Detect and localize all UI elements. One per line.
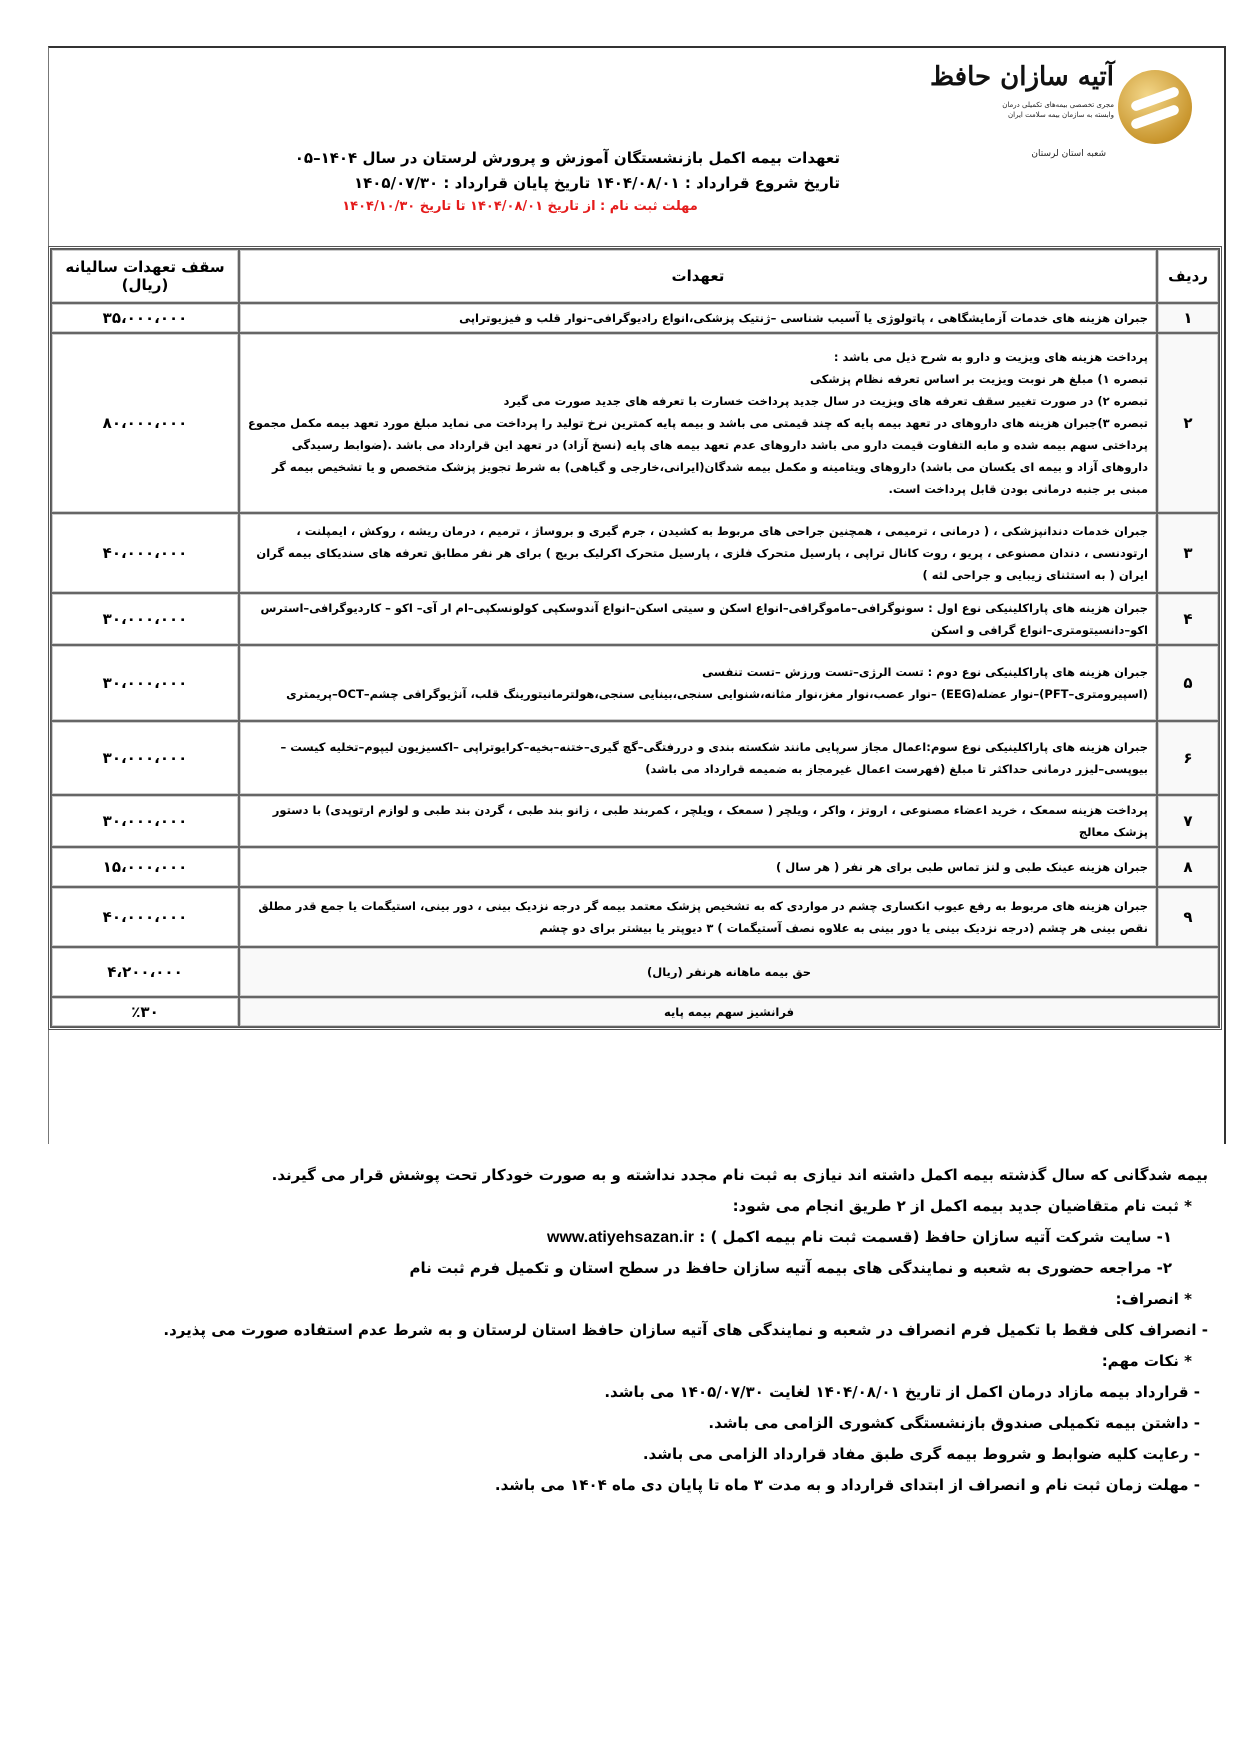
row-amount: ۳۵،۰۰۰،۰۰۰ [51,303,239,333]
description-line: پرداخت هزینه سمعک ، خرید اعضاء مصنوعی ، اروتز ، واکر ، ویلچر ( سمعک ، ویلچر ، کمربند طبی ، زانو بند طبی ، گردن بند طبی و لوازم ارتوپدی) با دستور پزشک معالج [272,803,1148,839]
row-number: ۶ [1157,721,1219,795]
table-header-row [51,249,1219,303]
obligations-table [48,246,1222,1030]
auto-renew-note: بیمه شدگانی که سال گذشته بیمه اکمل داشته اند نیازی به ثبت نام مجدد نداشته و به صورت خودکار تحت پوشش قرار می گیرند. [271,1166,1208,1184]
logo-brand-text: آتیه سازان حافظ [929,62,1114,92]
row-number: ۲ [1157,333,1219,513]
premium-value: ۴،۲۰۰،۰۰۰ [51,947,239,997]
document-header [200,146,840,218]
company-logo [929,56,1198,166]
table-row [51,333,1219,513]
row-description [239,887,1157,947]
table-row [51,887,1219,947]
logo-tagline-2: وابسته به سازمان بیمه سلامت ایران [1008,111,1114,119]
description-line: پرداخت هزینه های ویزیت و دارو به شرح ذیل می باشد : [833,350,1148,364]
registration-method-2: ۲- مراجعه حضوری به شعبه و نمایندگی های بیمه آتیه سازان حافظ در سطح استان و تکمیل فرم ثبت نام [409,1259,1172,1277]
logo-tagline-1: مجری تخصصی بیمه‌های تکمیلی درمان [1002,101,1114,109]
row-number: ۵ [1157,645,1219,721]
row-number: ۷ [1157,795,1219,847]
table-row [51,303,1219,333]
row-description [239,303,1157,333]
important-item: - رعایت کلیه ضوابط و شروط بیمه گری طبق مفاد قرارداد الزامی می باشد. [642,1445,1200,1463]
registration-deadline: مهلت ثبت نام : از تاریخ ۱۴۰۴/۰۸/۰۱ تا تاریخ ۱۴۰۴/۱۰/۳۰ [342,199,698,214]
row-number: ۳ [1157,513,1219,593]
premium-label: حق بیمه ماهانه هرنفر (ریال) [239,947,1219,997]
logo-emblem-icon [1118,70,1192,144]
header-ceiling: سقف تعهدات سالیانه (ریال) [51,249,239,303]
method-1-text: ۱- سایت شرکت آتیه سازان حافظ (قسمت ثبت نام بیمه اکمل ) : [699,1228,1172,1246]
franchise-value: ٪۳۰ [51,997,239,1027]
header-row-number: ردیف [1157,249,1219,303]
description-line: جبران هزینه های پاراکلینیکی نوع دوم : تست الرژی–تست ورزش –تست تنفسی [702,665,1148,679]
row-description [239,795,1157,847]
row-amount: ۳۰،۰۰۰،۰۰۰ [51,645,239,721]
row-description [239,513,1157,593]
important-item: - داشتن بیمه تکمیلی صندوق بازنشستگی کشوری الزامی می باشد. [708,1414,1200,1432]
row-amount: ۸۰،۰۰۰،۰۰۰ [51,333,239,513]
table-row [51,593,1219,645]
row-description [239,721,1157,795]
description-line: جبران هزینه های پاراکلینیکی نوع سوم:اعمال مجاز سرپایی مانند شکسته بندی و دررفتگی–گچ گیری–ختنه–بخیه–کرایوتراپی –اکسیزیون لیپوم–تخلیه کیست –بیوپسی–لیزر درمانی حداکثر تا مبلغ (فهرست اعمال غیرمجاز به ضمیمه قرارداد می باشد) [280,740,1148,776]
notes-section [80,1160,1208,1501]
row-description [239,333,1157,513]
row-amount: ۳۰،۰۰۰،۰۰۰ [51,593,239,645]
row-amount: ۳۰،۰۰۰،۰۰۰ [51,795,239,847]
description-line: جبران هزینه های پاراکلینیکی نوع اول : سونوگرافی–ماموگرافی–انواع اسکن و سیتی اسکن–انواع آندوسکپی کولونسکپی–ام ار آی– اکو – کاردیوگرافی–استرس اکو–دانسیتومتری–انواع گرافی و اسکن [260,601,1148,637]
row-number: ۸ [1157,847,1219,887]
header-obligations: تعهدات [239,249,1157,303]
row-amount: ۱۵،۰۰۰،۰۰۰ [51,847,239,887]
table-row [51,513,1219,593]
table-row [51,795,1219,847]
row-number: ۱ [1157,303,1219,333]
description-line: جبران هزینه عینک طبی و لنز تماس طبی برای هر نفر ( هر سال ) [775,860,1148,874]
document-title: تعهدات بیمه اکمل بازنشستگان آموزش و پرورش لرستان در سال ۱۴۰۴–۰۵ [294,149,840,167]
row-description [239,593,1157,645]
row-description [239,645,1157,721]
description-line: (اسپیرومتری–PFT)–نوار عضله(EEG) –نوار عصب،نوار مغز،نوار مثانه،شنوایی سنجی،بینایی سنجی،هولترمانیتورینگ قلب، آنژیوگرافی چشم–OCT–پریمتری [286,687,1148,701]
cancel-heading: * انصراف: [1115,1290,1192,1308]
logo-tagline [974,100,1114,120]
franchise-label: فرانشیز سهم بیمه پایه [239,997,1219,1027]
table-row [51,847,1219,887]
description-line: تبصره ۲) در صورت تغییر سقف تعرفه های ویزیت در سال جدید پرداخت خسارت با تعرفه های جدید صورت می گیرد [503,394,1148,408]
important-item: - قرارداد بیمه مازاد درمان اکمل از تاریخ ۱۴۰۴/۰۸/۰۱ لغایت ۱۴۰۵/۰۷/۳۰ می باشد. [604,1383,1200,1401]
row-description [239,847,1157,887]
important-item: - مهلت زمان ثبت نام و انصراف از ابتدای قرارداد و به مدت ۳ ماه تا پایان دی ماه ۱۴۰۴ می باشد. [494,1476,1200,1494]
cancel-text: - انصراف کلی فقط با تکمیل فرم انصراف در شعبه و نمایندگی های آتیه سازان حافظ استان لرستان و به شرط عدم استفاده صورت می پذیرد. [163,1321,1208,1339]
website-link[interactable]: www.atiyehsazan.ir [547,1229,695,1246]
row-amount: ۴۰،۰۰۰،۰۰۰ [51,513,239,593]
description-line: جبران خدمات دندانپزشکی ، ( درمانی ، ترمیمی ، همچنین جراحی های مربوط به کشیدن ، جرم گیری و بروساژ ، ترمیم ، درمان ریشه ، روکش ، ایمپلنت ، ارتودنسی ، دندان مصنوعی ، پریو ، روت کانال تراپی ، پارسیل متحرک فلزی ، پارسیل متحرک اکرلیک بریج ) برای هر نفر مطابق تعرفه های سندیکای بیمه گران ایران ( به استثنای زیبایی و جراحی لثه ) [256,524,1148,582]
row-amount: ۴۰،۰۰۰،۰۰۰ [51,887,239,947]
description-line: جبران هزینه های مربوط به رفع عیوب انکساری چشم در مواردی که به تشخیص پزشک معتمد بیمه گر درجه نزدیک بینی ، دور بینی، استیگمات یا جمع قدر مطلق نقص بینی هر چشم (درجه نزدیک بینی یا دور بینی به علاوه نصف آستیگمات ) ۳ دیوپتر یا بیشتر برای دو چشم [258,899,1148,935]
table-row [51,645,1219,721]
description-line: تبصره ۳)جبران هزینه های داروهای در تعهد بیمه پایه که چند قیمتی می باشد و بیمه پایه کمترین نرخ تولید را پرداخت می نماید مبلغ مورد تعهد بیمه مکمل مجموع پرداختی سهم بیمه شده و مابه التفاوت قیمت دارو می باشد داروهای عدم تعهد بیمه های پایه (نسخ آزاد) در تعهد این قرارداد می باشد .(ضوابط رسیدگی داروهای آزاد و بیمه ای یکسان می باشد) داروهای ویتامینه و مکمل بیمه شدگان(ایرانی،خارجی و گیاهی) به شرط تجویز پزشک متخصص و یا تشخیص بیمه گر مبنی بر جنبه درمانی بودن قابل پرداخت است. [247,416,1148,496]
registration-heading: * ثبت نام متقاضیان جدید بیمه اکمل از ۲ طریق انجام می شود: [732,1197,1192,1215]
table-row [51,721,1219,795]
description-line: تبصره ۱) مبلغ هر نوبت ویزیت بر اساس تعرفه نظام پزشکی [810,372,1148,386]
logo-branch: شعبه استان لرستان [1031,149,1106,159]
row-number: ۹ [1157,887,1219,947]
row-number: ۴ [1157,593,1219,645]
registration-method-1 [80,1222,1208,1253]
franchise-row [51,997,1219,1027]
description-line: جبران هزینه های خدمات آزمایشگاهی ، پاتولوژی یا آسیب شناسی –ژنتیک پزشکی،انواع رادیوگرافی–نوار قلب و فیزیوتراپی [459,311,1148,325]
important-heading: * نکات مهم: [1101,1352,1192,1370]
contract-dates: تاریخ شروع قرارداد : ۱۴۰۴/۰۸/۰۱ تاریخ پایان قرارداد : ۱۴۰۵/۰۷/۳۰ [353,174,840,192]
important-list [80,1377,1208,1501]
premium-row [51,947,1219,997]
row-amount: ۳۰،۰۰۰،۰۰۰ [51,721,239,795]
